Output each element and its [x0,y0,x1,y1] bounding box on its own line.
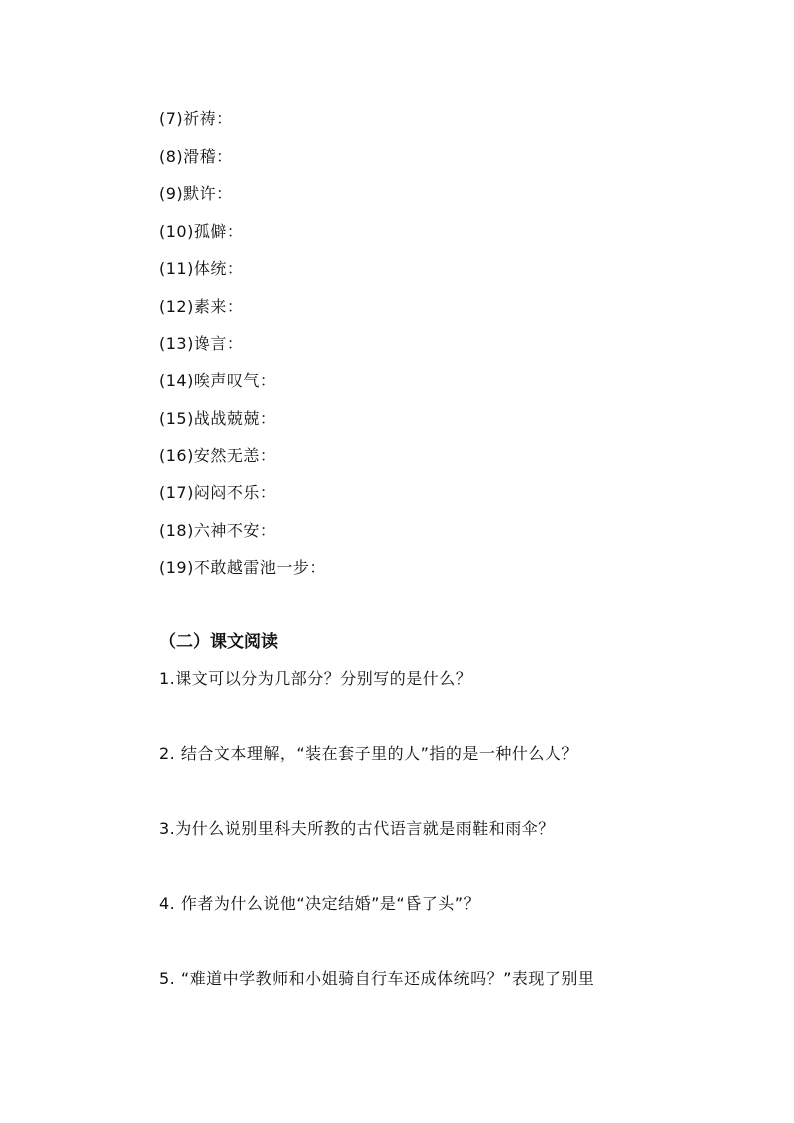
question-1: 1.课文可以分为几部分？分别写的是什么？ [159,669,473,688]
vocab-item-14: (14)唉声叹气： [159,371,277,390]
vocab-item-10: (10)孤僻： [159,222,244,241]
section-heading: （二）课文阅读 [159,632,278,652]
vocab-item-19: (19)不敢越雷池一步： [159,558,326,577]
vocab-item-11: (11)体统： [159,259,244,278]
vocab-item-13: (13)谗言： [159,334,244,353]
vocab-item-18: (18)六神不安： [159,521,277,540]
vocab-item-8: (8)滑稽： [159,147,233,166]
vocab-item-9: (9)默许： [159,184,233,203]
question-3: 3.为什么说别里科夫所教的古代语言就是雨鞋和雨伞？ [159,819,555,838]
vocab-item-12: (12)素来： [159,297,244,316]
vocab-item-17: (17)闷闷不乐： [159,483,277,502]
vocab-item-16: (16)安然无恙： [159,446,277,465]
vocab-item-15: (15)战战兢兢： [159,409,277,428]
question-4: 4. 作者为什么说他“决定结婚”是“昏了头”？ [159,894,481,913]
question-5: 5. “难道中学教师和小姐骑自行车还成体统吗？”表现了别里 [159,969,595,988]
question-2: 2. 结合文本理解，“装在套子里的人”指的是一种什么人？ [159,744,578,763]
vocab-item-7: (7)祈祷： [159,109,233,128]
